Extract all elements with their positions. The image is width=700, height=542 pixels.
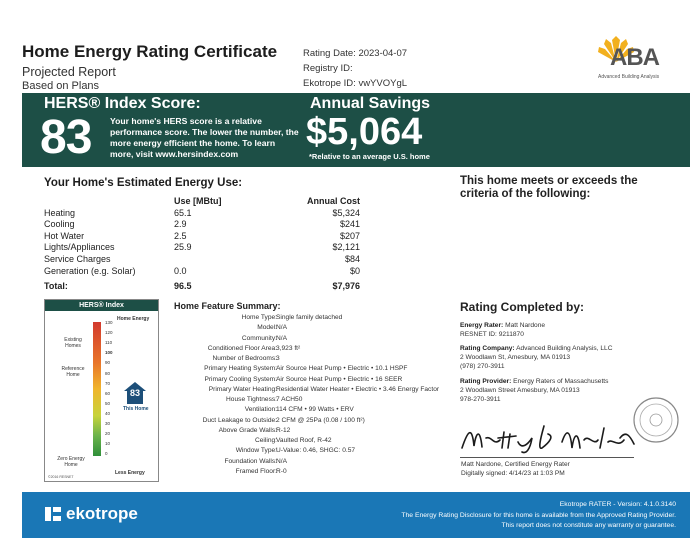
col-cost: Annual Cost [307, 196, 360, 206]
feature-value: 2 CFM @ 25Pa (0.08 / 100 ft²) [276, 416, 365, 424]
resnet-id: RESNET ID: 9211870 [460, 331, 524, 339]
feature-label: Primary Water Heating: [208, 385, 277, 393]
row-use: 65.1 [174, 207, 192, 218]
scale-tick-label: 50 [105, 400, 111, 406]
feature-row [174, 335, 454, 345]
table-row [44, 242, 360, 254]
existing-homes-label: Existing Homes [64, 337, 82, 349]
feature-label: Window Type: [235, 447, 277, 455]
provider-address: 2 Woodlawn Street Amesbury, MA 01913 [460, 387, 580, 395]
row-cost: $5,324 [332, 207, 360, 218]
feature-value: N/A [276, 334, 287, 342]
row-cost: $0 [349, 265, 360, 276]
this-home-score: 83 [129, 388, 140, 398]
feature-label: Home Type: [241, 314, 277, 321]
rater-label: Energy Rater: [460, 322, 504, 329]
feature-value: N/A [276, 457, 287, 465]
feature-summary-list [174, 314, 454, 478]
hers-index-graphic [44, 299, 159, 482]
feature-row [174, 468, 454, 478]
feature-row [174, 437, 454, 447]
scale-tick-label: 10 [105, 441, 111, 447]
feature-summary-title: Home Feature Summary: [174, 301, 281, 311]
provider-name: Energy Raters of Massachusetts [513, 378, 609, 385]
provider-label: Rating Provider: [460, 378, 512, 385]
scale-tick-label: 40 [105, 410, 111, 416]
row-use: 0.0 [174, 265, 187, 276]
footer-text [401, 500, 676, 532]
total-label: Total: [44, 281, 68, 292]
feature-value: Residential Water Heater • Electric • 3.46 Energy Factor [276, 385, 440, 393]
feature-row [174, 386, 454, 396]
scale-tick-label: 30 [105, 421, 111, 426]
energy-use-table [44, 196, 360, 293]
feature-value: 7 ACH50 [276, 396, 303, 404]
scale-tick-label: 130 [105, 320, 113, 325]
hers-title: HERS® Index Score: [44, 95, 201, 112]
logo-text: ABA [610, 44, 659, 71]
row-label: Hot Water [44, 230, 85, 241]
row-cost: $241 [339, 219, 360, 230]
scale-tick-label: 20 [105, 431, 111, 437]
feature-label: Framed Floor: [235, 467, 277, 475]
rater-block [460, 321, 690, 339]
row-label: Service Charges [44, 253, 111, 264]
feature-label: Duct Leakage to Outside: [202, 416, 277, 424]
scale-tick-label: 100 [105, 350, 113, 356]
savings-amount: $5,064 [306, 111, 423, 153]
page-title: Home Energy Rating Certificate [22, 42, 278, 61]
scale-tick-label: 60 [105, 390, 111, 396]
feature-value: Air Source Heat Pump • Electric • 10.1 HSPF [276, 365, 408, 373]
report-type: Projected Report [22, 65, 116, 79]
footer-warranty: This report does not constitute any warranty or guarantee. [501, 522, 676, 529]
report-basis: Based on Plans [22, 80, 100, 92]
feature-label: Ventilation: [244, 406, 277, 414]
feature-row [174, 447, 454, 457]
feature-value: 3 [276, 355, 280, 363]
feature-row [174, 345, 454, 355]
feature-value: U-Value: 0.46, SHGC: 0.57 [276, 447, 356, 455]
row-cost: $207 [339, 230, 360, 241]
feature-value: 114 CFM • 99 Watts • ERV [276, 406, 354, 414]
provider-phone: 978-270-3911 [460, 396, 501, 404]
row-use: 2.5 [174, 230, 187, 241]
feature-label: Primary Cooling System: [204, 375, 277, 383]
score-banner [22, 93, 690, 167]
feature-row [174, 427, 454, 437]
company-label: Rating Company: [460, 345, 515, 352]
feature-row [174, 365, 454, 375]
col-use: Use [MBtu] [174, 196, 222, 206]
feature-label: Number of Bedrooms: [212, 355, 277, 363]
feature-label: Community: [241, 334, 277, 342]
rating-meta [303, 46, 407, 91]
savings-title: Annual Savings [310, 95, 431, 112]
hers-scale-bar [93, 322, 101, 456]
feature-label: Ceiling: [255, 437, 277, 445]
home-energy-label: Home Energy [117, 316, 150, 322]
row-cost: $84 [344, 253, 360, 264]
ekotrope-mark-icon [44, 505, 62, 523]
feature-row [174, 314, 454, 324]
less-energy-label: Less Energy [115, 470, 145, 476]
company-address: 2 Woodlawn St, Amesbury, MA 01913 [460, 354, 571, 362]
certification-seal-icon [632, 396, 680, 444]
row-use: 2.9 [174, 219, 187, 230]
feature-value: R-0 [276, 467, 287, 475]
hers-score: 83 [40, 111, 92, 164]
total-use: 96.5 [174, 281, 192, 292]
scale-tick-label: 90 [105, 360, 111, 366]
signature-caption [461, 460, 570, 478]
row-label: Generation (e.g. Solar) [44, 265, 136, 276]
scale-tick-label: 110 [105, 340, 113, 346]
savings-note: *Relative to an average U.S. home [309, 152, 430, 161]
row-label: Lights/Appliances [44, 242, 115, 253]
signature-image [458, 420, 638, 456]
zero-energy-home-label: Zero Energy Home [57, 456, 85, 468]
feature-row [174, 355, 454, 365]
footer-disclosure: The Energy Rating Disclosure for this home is available from the Approved Rating Provider. [401, 511, 676, 519]
feature-value: Air Source Heat Pump • Electric • 16 SEER [276, 375, 403, 383]
table-row [44, 266, 360, 278]
feature-row [174, 376, 454, 386]
this-home-label: This Home [123, 406, 149, 412]
row-cost: $2,121 [332, 242, 360, 253]
table-row [44, 231, 360, 243]
feature-label: Above Grade Walls: [218, 426, 277, 434]
hers-index-footer: ©2016 RESNET [48, 475, 74, 479]
meets-criteria-title: This home meets or exceeds the criteria of the following: [460, 175, 638, 200]
scale-tick-label: 70 [105, 380, 111, 386]
registry-id: Registry ID: [303, 63, 353, 74]
ekotrope-logo [44, 504, 138, 524]
feature-label: Model: [257, 324, 277, 332]
hers-description: Your home's HERS score is a relative performance score. The lower the number, the more energy efficient the home. To learn more, visit www.hersindex.com [110, 116, 299, 159]
company-block [460, 344, 690, 372]
footer-bar [22, 492, 690, 538]
feature-value: R-12 [276, 426, 291, 434]
feature-value: Vaulted Roof, R-42 [276, 437, 332, 445]
row-label: Cooling [44, 219, 75, 230]
feature-label: Conditioned Floor Area: [207, 344, 277, 352]
feature-value: 3,923 ft² [276, 344, 301, 352]
hers-index-head: HERS® Index [45, 300, 158, 311]
rater-name: Matt Nardone [505, 322, 546, 329]
table-row [44, 208, 360, 220]
certificate-header [22, 42, 277, 92]
feature-row [174, 324, 454, 334]
rating-date: Rating Date: 2023-04-07 [303, 48, 408, 59]
feature-row [174, 396, 454, 406]
feature-row [174, 458, 454, 468]
reference-home-label: Reference Home [61, 366, 85, 378]
scale-tick-label: 120 [105, 330, 113, 336]
feature-value: Single family detached [276, 314, 343, 321]
scale-tick-label: 0 [105, 451, 108, 457]
feature-row [174, 406, 454, 416]
ekotrope-logo-text: ekotrope [66, 504, 138, 523]
signature-line [460, 457, 634, 458]
company-phone: (978) 270-3911 [460, 363, 505, 371]
ekotrope-id: Ekotrope ID: vwYVOYgL [303, 78, 408, 89]
company-name: Advanced Building Analysis, LLC [516, 345, 613, 352]
row-label: Heating [44, 207, 76, 218]
signer-name: Matt Nardone, Certified Energy Rater [461, 461, 570, 468]
feature-label: Primary Heating System: [204, 365, 277, 373]
aba-logo [592, 34, 680, 86]
total-cost: $7,976 [332, 281, 360, 292]
feature-label: House Tightness: [226, 396, 277, 404]
feature-value: N/A [276, 324, 287, 332]
feature-row [174, 417, 454, 427]
table-row [44, 254, 360, 266]
rating-completed-title: Rating Completed by: [460, 300, 585, 314]
footer-version: Ekotrope RATER - Version: 4.1.0.3140 [559, 501, 676, 508]
table-row [44, 219, 360, 231]
row-use: 25.9 [174, 242, 192, 253]
logo-subtitle: Advanced Building Analysis [598, 74, 660, 80]
signed-date: Digitally signed: 4/14/23 at 1:03 PM [461, 470, 565, 477]
energy-use-title: Your Home's Estimated Energy Use: [44, 177, 243, 189]
feature-label: Foundation Walls: [224, 457, 277, 465]
total-row [44, 281, 360, 293]
scale-tick-label: 80 [105, 370, 111, 376]
table-header [44, 196, 360, 208]
